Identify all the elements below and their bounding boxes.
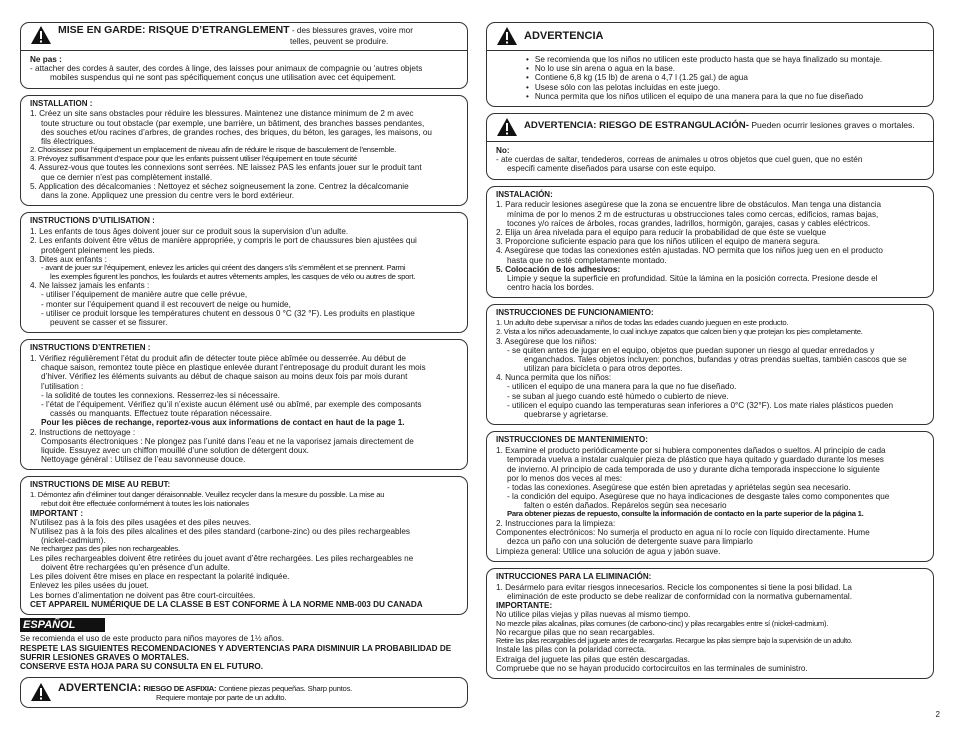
- warning-sub2: telles, peuvent se produire.: [290, 36, 389, 46]
- section-title: INSTRUCTIONS D’UTILISATION :: [30, 216, 155, 226]
- text-line: l’utilisation :: [41, 381, 84, 391]
- text-line: 4. Ne laissez jamais les enfants :: [30, 281, 150, 291]
- text-line: 5. Application des décalcomanies : Nettoyez et séchez soigneusement la zone. Centrez la décalcomanie: [30, 181, 409, 191]
- warning-title: MISE EN GARDE: RISQUE D’ETRANGLEMENT: [58, 24, 290, 36]
- text-line: Pour les pièces de rechange, reportez-vous aux informations de contact en haut de la page 1.: [41, 418, 405, 428]
- espanol-label: ESPAÑOL: [20, 618, 105, 632]
- strangulation-sub: Pueden ocurrir lesiones graves o mortales.: [748, 119, 915, 130]
- warning-sub1: - des blessures graves, voire mor: [289, 26, 413, 35]
- text-line: No utilice pilas viejas y pilas nuevas al mismo tiempo.: [496, 610, 691, 620]
- text-line: Nettoyage général : Utilisez de l’eau savonneuse douce.: [41, 455, 246, 465]
- text-line: rebut doit être effectuée conformément à toutes les lois nationales: [41, 498, 249, 508]
- text-line: (nickel-cadmium).: [41, 536, 106, 546]
- funcionamiento-es: [486, 304, 934, 425]
- text-line: Extraiga del juguete las pilas que estén descargadas.: [496, 654, 690, 664]
- text-line: protègent pleinement les pieds.: [41, 245, 155, 255]
- text-line: Ne rechargez pas des piles non rechargeables.: [30, 544, 180, 554]
- text-line: - todas las conexiones. Asegúrese que estén bien apretadas y apriételas según sea necesario.: [507, 482, 851, 492]
- text-line: Para obtener piezas de repuesto, consulte la información de contacto en la parte superior de la página 1.: [507, 509, 864, 519]
- text-line: Les piles doivent être mises en place en respectant la polarité indiquée.: [30, 572, 290, 582]
- text-line: 2. Instructions de nettoyage :: [30, 427, 136, 437]
- strangulation-warning-es: [486, 113, 934, 180]
- section-title: INSTALACIÓN:: [496, 189, 553, 199]
- text-line: enganchados. Tales objetos incluyen: ponchos, bufandas y otras prendas sueltas, también cascos que se: [524, 354, 907, 364]
- text-line: dezca un paño con una solución de detergente suave para limpiarlo: [507, 537, 753, 547]
- text-line: liquide. Essuyez avec un chiffon mouillé d’une solution de détergent doux.: [41, 445, 309, 455]
- text-line: 2. Vista a los niños adecuadamente, lo cual incluye zapatos que calcen bien y que protejan los pies completamente.: [496, 326, 863, 336]
- warning-intro: Ne pas :: [30, 54, 62, 64]
- text-line: doivent être rechargées qu’en présence d’un adulte.: [41, 563, 230, 573]
- text-line: - se quiten antes de jugar en el equipo, objetos que puedan suponer un riesgo al quedar enredados y: [507, 345, 875, 355]
- page-number: 2: [935, 710, 940, 720]
- text-line: 3. Prévoyez suffisamment d’espace pour que les enfants puissent utiliser l’équipement en toute sécurité: [30, 153, 358, 163]
- text-line: IMPORTANTE:: [496, 601, 553, 611]
- text-line: 2. Choisissez pour l’équipement un emplacement de niveau afin de réduire le risque de basculement de l’ensemble.: [30, 145, 397, 155]
- text-line: Composants électroniques : Ne plongez pas l’unité dans l’eau et ne la vaporisez jamais directement de: [41, 436, 414, 446]
- text-line: d’hiver. Vérifiez les éléments suivants au début de chaque saison au moins deux fois par mois durant: [41, 372, 408, 382]
- text-line: falten o estén dañados. Repárelos según sea necesario: [524, 501, 727, 511]
- installation-fr: [20, 95, 468, 207]
- text-line: de invierno. Al principio de cada temporada de uso y durante dicha temporada inspeccione lo siguiente: [507, 464, 880, 474]
- text-line: - se suban al juego cuando esté húmedo o cubierto de nieve.: [507, 391, 729, 401]
- advertencia-title: ADVERTENCIA: [524, 30, 604, 42]
- text-line: tocones y/o raíces de árboles, rocas grandes, ladrillos, hormigón, garajes, casas y cables eléctricos.: [507, 218, 871, 228]
- warning-line: mobiles suspendus qui ne sont pas spécifiquement conçus une utilisation avec cet équipement.: [50, 73, 396, 83]
- text-line: N’utilisez pas à la fois des piles alcalines et des piles standard (carbone-zinc) ou des piles rechargeables: [30, 526, 411, 536]
- section-title: INSTRUCCIONES DE FUNCIONAMIENTO:: [496, 308, 654, 318]
- section-title: INSTRUCTIONS D’ENTRETIEN :: [30, 343, 151, 353]
- eliminacion-es: [486, 568, 934, 679]
- text-line: 5. Colocación de los adhesivos:: [496, 264, 621, 274]
- text-line: 1. Créez un site sans obstacles pour réduire les blessures. Maintenez une distance minimum de 2 m avec: [30, 109, 414, 119]
- text-line: eliminación de este producto se debe realizar de conformidad con la normativa gubernamental.: [507, 592, 852, 601]
- warning-line: - attacher des cordes à sauter, des cordes à linge, des laisses pour animaux de compagnie ou ‘autres objets: [30, 64, 423, 74]
- text-line: mínima de por lo menos 2 m de estructuras u obstrucciones tales como cercas, edificios, ramas bajas,: [507, 209, 879, 219]
- french-column: [20, 22, 468, 714]
- text-line: 4. Assurez-vous que toutes les connexions sont serrées. NE laissez PAS les enfants jouer sur le produit tant: [30, 163, 422, 173]
- strangulation-intro: No:: [496, 145, 510, 155]
- text-line: CONSERVE ESTA HOJA PARA SU CONSULTA EN EL FUTURO.: [20, 661, 264, 671]
- text-line: des souches et/ou racines d’arbres, de grandes roches, des briques, du béton, les garages, les maisons, ou: [41, 127, 432, 137]
- strangulation-warning-fr: [20, 22, 468, 89]
- list-item: • Nunca permita que los niños utilicen el equipo de una manera para la que no fue diseñado: [526, 92, 926, 101]
- section-title: INSTRUCTIONS DE MISE AU REBUT:: [30, 480, 171, 490]
- text-line: 1. Para reducir lesiones asegúrese que la zona se encuentre libre de obstáculos. Man tenga una distancia: [496, 200, 882, 210]
- text-line: 2. Instrucciones para la limpieza:: [496, 519, 616, 529]
- mantenimiento-es: [486, 431, 934, 562]
- text-line: 4. Nunca permita que los niños:: [496, 373, 612, 383]
- section-title: INSTRUCCIONES DE MANTENIMIENTO:: [496, 435, 648, 445]
- text-line: hasta que no esté completamente montado.: [507, 255, 667, 265]
- section-title: INTRUCCIONES PARA LA ELIMINACIÓN:: [496, 571, 652, 581]
- warning-triangle-icon: [496, 26, 518, 46]
- divider: [21, 50, 467, 51]
- text-line: - utilicen el equipo de una manera para la que no fue diseñado.: [507, 382, 737, 392]
- warning-triangle-icon: [496, 117, 518, 137]
- text-line: - la condición del equipo. Asegúrese que no haya indicaciones de desgaste tales como componentes que: [507, 492, 890, 502]
- text-line: peuvent se casser et se fissurer.: [50, 317, 168, 327]
- text-line: que ce dernier n’est pas complètement installé.: [41, 172, 213, 182]
- text-line: dans la zone. Appliquez une pression du centre vers le bord extérieur.: [41, 191, 295, 201]
- text-line: N’utilisez pas à la fois des piles usagées et des piles neuves.: [30, 517, 252, 527]
- divider: [487, 141, 933, 142]
- list-item: • Usese sólo con las pelotas incluidas en este juego.: [526, 83, 926, 92]
- text-line: Enlevez les piles usées du jouet.: [30, 581, 149, 591]
- choking-title: ADVERTENCIA:: [58, 682, 142, 695]
- text-line: Componentes electrónicos: No sumerja el producto en agua ni lo rocíe con líquido directamente. Hume: [496, 528, 870, 538]
- text-line: SUFRIR LESIONES GRAVES O MORTALES.: [20, 652, 189, 662]
- choking-warning-es: [20, 677, 468, 708]
- text-line: No mezcle pilas alcalinas, pilas comunes (de carbono-cinc) y pilas recargables entre sí (nickel-cadmium).: [496, 618, 829, 628]
- divider: [487, 50, 933, 51]
- text-line: utilizan para bicicleta o para otros deportes.: [524, 364, 683, 374]
- maintenance-fr: [20, 339, 468, 470]
- text-line: - la solidité de toutes les connexions. Resserrez-les si nécessaire.: [41, 390, 280, 400]
- usage-fr: [20, 212, 468, 333]
- text-line: 4. Asegúrese que todas las conexiones estén ajustadas. NO permita que los niños jueg uen en el producto: [496, 246, 883, 256]
- list-item: • Se recomienda que los niños no utilicen este producto hasta que se haya finalizado su montaje.: [526, 55, 926, 64]
- text-line: No recargue pilas que no sean recargables.: [496, 628, 655, 638]
- text-line: Limpieza general: Utilice una solución de agua y jabón suave.: [496, 546, 721, 556]
- strangulation-title: ADVERTENCIA: RIESGO DE ESTRANGULACIÓN-: [524, 119, 749, 131]
- text-line: centro hacia los bordes.: [507, 283, 594, 293]
- warning-triangle-icon: [30, 682, 52, 702]
- choking-line: Contiene piezas pequeñas. Sharp puntos.: [218, 684, 353, 694]
- choking-subtitle: RIESGO DE ASFIXIA:: [143, 684, 217, 694]
- text-line: 2. Les enfants doivent être vêtus de manière appropriée, y compris le port de chaussures bien ajustées qui: [30, 236, 417, 246]
- text-line: 1. Examine el producto periódicamente por si hubiera componentes dañados o sueltos. Al principio de cada: [496, 446, 886, 456]
- text-line: Les piles rechargeables doivent être retirées du jouet avant d’être rechargées. Les piles rechargeables ne: [30, 553, 414, 563]
- text-line: Limpie y seque la superficie en profundidad. Sitúe la lámina en la posición correcta. Presione desde el: [507, 273, 878, 283]
- instalacion-es: [486, 186, 934, 299]
- warning-triangle-icon: [30, 25, 52, 45]
- text-line: fils électriques.: [41, 137, 96, 147]
- text-line: IMPORTANT :: [30, 508, 84, 518]
- text-line: CET APPAREIL NUMÉRIQUE DE LA CLASSE B EST CONFORME À LA NORME NMB-003 DU CANADA: [30, 599, 423, 609]
- choking-line: Requiere montaje por parte de un adulto.: [156, 693, 287, 703]
- text-line: temporada vuelva a instalar cualquier pieza de plástico que haya quitado y guardado durante los meses: [507, 455, 884, 465]
- text-line: Retire las pilas recargables del juguete antes de recargarlas. Recargue las pilas siempre bajo la supervisión de un adulto.: [496, 636, 853, 646]
- advertencia-list: [496, 55, 926, 101]
- spanish-column: [486, 22, 934, 685]
- text-line: 3. Proporcione suficiente espacio para que los niños utilicen el equipo de manera segura.: [496, 237, 821, 247]
- text-line: Instale las pilas con la polaridad correcta.: [496, 645, 647, 655]
- text-line: - l’état de l’équipement. Vérifiez qu’il n’existe aucun élément usé ou abîmé, par exemple des composants: [41, 399, 422, 409]
- text-line: chaque saison, remontez toute pièce en plastique enlevée durant l’entreposage du produit durant les mois: [41, 363, 426, 373]
- text-line: - utiliser l’équipement de manière autre que celle prévue,: [41, 290, 248, 300]
- advertencia-es: [486, 22, 934, 107]
- text-line: RESPETE LAS SIGUIENTES RECOMENDACIONES Y ADVERTENCIAS PARA DISMINUIR LA PROBABILIDAD DE: [20, 643, 452, 653]
- text-line: toute structure ou tout obstacle (par exemple, une barrière, un bâtiment, des branches basses pendantes,: [41, 118, 425, 128]
- text-line: 1. Les enfants de tous âges doivent jouer sur ce produit sous la supervision d’un adulte.: [30, 227, 349, 237]
- text-line: - utiliser ce produit lorsque les températures chutent en dessous 0 °C (32 °F). Les produits en plastique: [41, 308, 415, 318]
- text-line: - ate cuerdas de saltar, tendederos, correas de animales u otros objetos que cuel guen, que no estén: [496, 155, 863, 165]
- text-line: por lo menos dos veces al mes:: [507, 473, 623, 483]
- list-item: • Contiene 6,8 kg (15 lb) de arena o 4,7 l (1.25 gal.) de agua: [526, 73, 926, 82]
- text-line: 1. Desármelo para evitar riesgos innecesarios. Recicle los componentes si tiene la posi bilidad. La: [496, 582, 852, 592]
- text-line: quebrarse y agrietarse.: [524, 410, 609, 420]
- text-line: 3. Asegúrese que los niños:: [496, 336, 597, 346]
- text-line: Les bornes d’alimentation ne doivent pas être court-circuitées.: [30, 590, 256, 600]
- text-line: 1. Vérifiez régulièrement l’état du produit afin de détecter toute pièce abîmée ou desserrée. Au début de: [30, 354, 406, 364]
- text-line: Compruebe que no se hayan producido cortocircuitos en las terminales de suministro.: [496, 663, 808, 673]
- text-line: especifi camente diseñados para usarse con este equipo.: [507, 164, 716, 174]
- text-line: 1. Démontez afin d’éliminer tout danger déraisonnable. Veuillez recycler dans la mesure du possible. La mise au: [30, 490, 385, 500]
- text-line: - monter sur l’équipement quand il est recouvert de neige ou humide,: [41, 299, 291, 309]
- text-line: 1. Un adulto debe supervisar a niños de todas las edades cuando jueguen en este producto.: [496, 318, 789, 328]
- espanol-intro: [20, 617, 468, 671]
- list-item: • No lo use sin arena o agua en la base.: [526, 64, 926, 73]
- text-line: - avant de jouer sur l’équipement, enlevez les articles qui créent des dangers s’ils s’emmêlent et se prennent. Parmi: [41, 262, 406, 272]
- text-line: - utilicen el equipo cuando las temperaturas sean inferiores a 0°C (32°F). Los mate riales plásticos pueden: [507, 400, 894, 410]
- text-line: 2. Elija un área nivelada para el equipo para reducir la probabilidad de que éste se vuelque: [496, 228, 827, 238]
- disposal-fr: [20, 476, 468, 615]
- text-line: cassés ou manquants. Effectuez toute réparation nécessaire.: [50, 409, 272, 419]
- section-title: INSTALLATION :: [30, 98, 93, 108]
- text-line: 3. Dites aux enfants :: [30, 254, 107, 264]
- text-line: Se recomienda el uso de este producto para niños mayores de 1½ años.: [20, 634, 284, 644]
- text-line: les exemples figurent les ponchos, les foulards et autres vêtements amples, les casques de vélo ou autres de sport.: [50, 271, 416, 281]
